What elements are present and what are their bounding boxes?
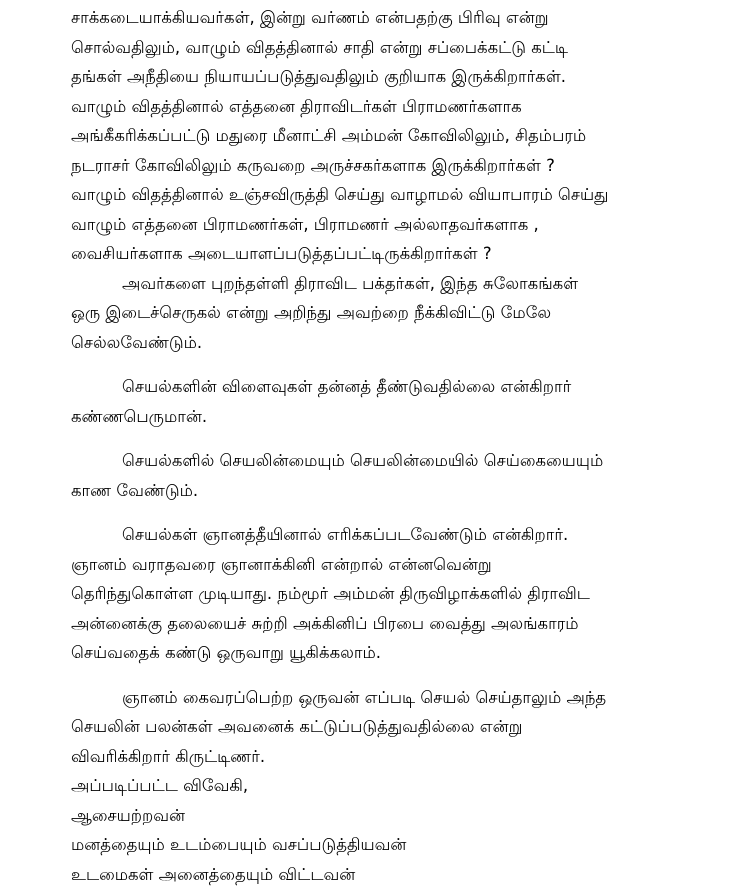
text-line: அவர்களை புறந்தள்ளி திராவிட பக்தர்கள், இந்த சுலோகங்கள் <box>71 269 681 299</box>
text-line: சாக்கடையாக்கியவர்கள், இன்று வர்ணம் என்பதற்கு பிரிவு என்று <box>71 3 681 33</box>
text-line: செயல்கள் ஞானத்தீயினால் எரிக்கப்படவேண்டும் என்கிறார். <box>71 520 681 550</box>
text-line: ஒரு இடைச்செருகல் என்று அறிந்து அவற்றை நீக்கிவிட்டு மேலே <box>71 298 681 328</box>
text-line: வாழும் விதத்தினால் எத்தனை திராவிடர்கள் பிராமணர்களாக <box>71 92 681 122</box>
paragraph-gap <box>71 357 681 372</box>
text-line: ஞானம் கைவரப்பெற்ற ஒருவன் எப்படி செயல் செய்தாலும் அந்த <box>71 683 681 713</box>
text-line: சொல்வதிலும், வாழும் விதத்தினால் சாதி என்று சப்பைக்கட்டு கட்டி <box>71 33 681 63</box>
text-line: அன்னைக்கு தலையைச் சுற்றி அக்கினிப் பிரபை வைத்து அலங்காரம் <box>71 609 681 639</box>
text-line: செய்வதைக் கண்டு ஒருவாறு யூகிக்கலாம். <box>71 638 681 668</box>
paragraph-gap <box>71 668 681 683</box>
text-line: செயலின் பலன்கள் அவனைக் கட்டுப்படுத்துவதில்லை என்று <box>71 712 681 742</box>
text-line: ஆசையற்றவன் <box>71 801 681 831</box>
text-line: வாழும் விதத்தினால் உஞ்சவிருத்தி செய்து வாழாமல் வியாபாரம் செய்து <box>71 180 681 210</box>
text-line: வைசியர்களாக அடையாளப்படுத்தப்பட்டிருக்கிறார்கள் ? <box>71 239 681 269</box>
text-line: தெரிந்துகொள்ள முடியாது. நம்மூர் அம்மன் திருவிழாக்களில் திராவிட <box>71 579 681 609</box>
paragraph-1 <box>71 3 681 357</box>
paragraph-2 <box>71 372 681 431</box>
paragraph-gap <box>71 505 681 520</box>
text-line: அங்கீகரிக்கப்பட்டு மதுரை மீனாட்சி அம்மன் கோவிலிலும், சிதம்பரம் <box>71 121 681 151</box>
text-line: கண்ணபெருமான். <box>71 402 681 432</box>
paragraph-3 <box>71 446 681 505</box>
paragraph-5 <box>71 683 681 889</box>
text-line: தங்கள் அநீதியை நியாயப்படுத்துவதிலும் குறியாக இருக்கிறார்கள். <box>71 62 681 92</box>
text-line: செல்லவேண்டும். <box>71 328 681 358</box>
text-line: ஞானம் வராதவரை ஞானாக்கினி என்றால் என்னவென்று <box>71 550 681 580</box>
text-line: செயல்களில் செயலின்மையும் செயலின்மையில் செய்கையையும் <box>71 446 681 476</box>
text-line: விவரிக்கிறார் கிருட்டிணர். <box>71 742 681 772</box>
text-line: செயல்களின் விளைவுகள் தன்னத் தீண்டுவதில்லை என்கிறார் <box>71 372 681 402</box>
text-line: மனத்தையும் உடம்பையும் வசப்படுத்தியவன் <box>71 830 681 860</box>
text-line: நடராசர் கோவிலிலும் கருவறை அருச்சகர்களாக இருக்கிறார்கள் ? <box>71 151 681 181</box>
text-line: காண வேண்டும். <box>71 476 681 506</box>
text-line: அப்படிப்பட்ட விவேகி, <box>71 771 681 801</box>
paragraph-4 <box>71 520 681 668</box>
text-line: வாழும் எத்தனை பிராமணர்கள், பிராமணர் அல்லாதவர்களாக , <box>71 210 681 240</box>
document-page <box>71 3 681 889</box>
text-line: உடமைகள் அனைத்தையும் விட்டவன் <box>71 860 681 889</box>
paragraph-gap <box>71 431 681 446</box>
